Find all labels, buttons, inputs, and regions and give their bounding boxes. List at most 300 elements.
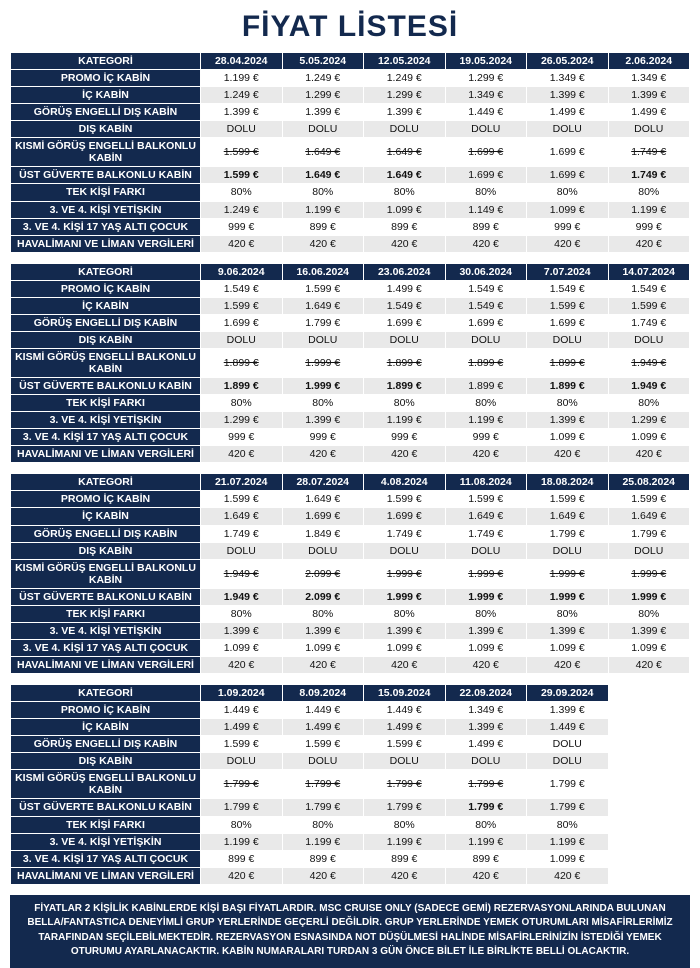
price-cell: 80% xyxy=(445,816,527,833)
empty-cell xyxy=(608,685,690,702)
price-cell: 1.299 € xyxy=(364,87,446,104)
table-row xyxy=(11,770,690,799)
row-label: HAVALİMANI VE LİMAN VERGİLERİ xyxy=(11,657,201,674)
date-column-header: 18.08.2024 xyxy=(527,474,609,491)
price-cell: DOLU xyxy=(445,542,527,559)
price-cell: 1.199 € xyxy=(201,833,283,850)
price-cell: 420 € xyxy=(445,235,527,252)
price-cell: 1.799 € xyxy=(201,799,283,816)
price-cell: 1.249 € xyxy=(364,70,446,87)
table-row xyxy=(11,736,690,753)
price-cell: 1.999 € xyxy=(608,588,690,605)
page-title: FİYAT LİSTESİ xyxy=(241,10,459,43)
date-column-header: 5.05.2024 xyxy=(282,53,364,70)
empty-cell xyxy=(608,867,690,884)
row-label: 3. VE 4. KİŞİ YETİŞKİN xyxy=(11,833,201,850)
price-cell: 999 € xyxy=(282,429,364,446)
price-cell: 999 € xyxy=(201,429,283,446)
price-cell: 1.999 € xyxy=(282,378,364,395)
price-cell: 420 € xyxy=(282,657,364,674)
price-cell: 1.999 € xyxy=(282,348,364,377)
price-cell: 1.199 € xyxy=(527,833,609,850)
row-label: GÖRÜŞ ENGELLİ DIŞ KABİN xyxy=(11,104,201,121)
row-label: İÇ KABİN xyxy=(11,508,201,525)
price-cell: 1.799 € xyxy=(527,799,609,816)
price-cell: 2.099 € xyxy=(282,588,364,605)
category-header: KATEGORİ xyxy=(11,263,201,280)
price-cell: 1.899 € xyxy=(445,348,527,377)
date-column-header: 28.07.2024 xyxy=(282,474,364,491)
table-row xyxy=(11,235,690,252)
row-label: ÜST GÜVERTE BALKONLU KABİN xyxy=(11,588,201,605)
row-label: İÇ KABİN xyxy=(11,297,201,314)
date-column-header: 7.07.2024 xyxy=(527,263,609,280)
price-cell: DOLU xyxy=(282,331,364,348)
price-cell: 1.499 € xyxy=(282,719,364,736)
table-row xyxy=(11,605,690,622)
empty-cell xyxy=(608,799,690,816)
price-cell: 1.699 € xyxy=(445,138,527,167)
price-cell: DOLU xyxy=(282,121,364,138)
price-cell: 1.949 € xyxy=(201,559,283,588)
price-cell: 80% xyxy=(282,816,364,833)
table-row xyxy=(11,331,690,348)
price-cell: 899 € xyxy=(282,218,364,235)
price-cell: 420 € xyxy=(201,235,283,252)
price-cell: DOLU xyxy=(527,121,609,138)
price-cell: 1.899 € xyxy=(527,378,609,395)
price-cell: 420 € xyxy=(527,446,609,463)
table-row xyxy=(11,639,690,656)
price-cell: 1.099 € xyxy=(608,429,690,446)
row-label: KISMİ GÖRÜŞ ENGELLİ BALKONLU KABİN xyxy=(11,138,201,167)
date-column-header: 9.06.2024 xyxy=(201,263,283,280)
price-cell: 420 € xyxy=(282,867,364,884)
price-cell: 1.349 € xyxy=(527,70,609,87)
price-cell: 80% xyxy=(201,395,283,412)
price-cell: 1.549 € xyxy=(445,280,527,297)
price-cell: 1.599 € xyxy=(201,138,283,167)
date-column-header: 26.05.2024 xyxy=(527,53,609,70)
row-label: 3. VE 4. KİŞİ YETİŞKİN xyxy=(11,201,201,218)
row-label: PROMO İÇ KABİN xyxy=(11,702,201,719)
price-cell: 1.899 € xyxy=(364,348,446,377)
price-cell: 420 € xyxy=(445,446,527,463)
date-column-header: 23.06.2024 xyxy=(364,263,446,280)
date-column-header: 25.08.2024 xyxy=(608,474,690,491)
price-cell: 1.799 € xyxy=(282,314,364,331)
price-cell: 1.099 € xyxy=(527,429,609,446)
price-cell: 1.099 € xyxy=(527,850,609,867)
row-label: 3. VE 4. KİŞİ YETİŞKİN xyxy=(11,622,201,639)
price-cell: 1.899 € xyxy=(201,378,283,395)
price-cell: DOLU xyxy=(527,753,609,770)
empty-cell xyxy=(608,702,690,719)
row-label: TEK KİŞİ FARKI xyxy=(11,395,201,412)
price-cell: 1.499 € xyxy=(445,736,527,753)
price-cell: 1.599 € xyxy=(527,491,609,508)
price-cell: DOLU xyxy=(608,121,690,138)
price-cell: 1.399 € xyxy=(527,412,609,429)
price-cell: 1.649 € xyxy=(527,508,609,525)
price-cell: 420 € xyxy=(608,235,690,252)
price-cell: 1.599 € xyxy=(364,491,446,508)
price-cell: 1.699 € xyxy=(445,167,527,184)
price-cell: 420 € xyxy=(364,657,446,674)
price-cell: 1.749 € xyxy=(608,138,690,167)
price-cell: DOLU xyxy=(282,542,364,559)
empty-cell xyxy=(608,719,690,736)
price-cell: 1.199 € xyxy=(364,833,446,850)
category-header: KATEGORİ xyxy=(11,474,201,491)
row-label: DIŞ KABİN xyxy=(11,121,201,138)
price-cell: 1.999 € xyxy=(364,559,446,588)
price-cell: 1.549 € xyxy=(608,280,690,297)
row-label: KISMİ GÖRÜŞ ENGELLİ BALKONLU KABİN xyxy=(11,348,201,377)
row-label: İÇ KABİN xyxy=(11,87,201,104)
row-label: TEK KİŞİ FARKI xyxy=(11,816,201,833)
price-cell: 1.449 € xyxy=(282,702,364,719)
price-cell: 80% xyxy=(201,816,283,833)
price-cell: 1.299 € xyxy=(608,412,690,429)
row-label: İÇ KABİN xyxy=(11,719,201,736)
price-cell: 80% xyxy=(527,605,609,622)
date-column-header: 14.07.2024 xyxy=(608,263,690,280)
price-cell: 899 € xyxy=(364,218,446,235)
price-cell: DOLU xyxy=(364,331,446,348)
price-cell: 1.599 € xyxy=(201,297,283,314)
price-cell: 1.399 € xyxy=(201,622,283,639)
table-row xyxy=(11,753,690,770)
table-row xyxy=(11,412,690,429)
price-cell: DOLU xyxy=(201,542,283,559)
price-cell: 1.299 € xyxy=(282,87,364,104)
price-cell: DOLU xyxy=(201,331,283,348)
row-label: GÖRÜŞ ENGELLİ DIŞ KABİN xyxy=(11,525,201,542)
empty-cell xyxy=(608,833,690,850)
price-cell: 1.499 € xyxy=(527,104,609,121)
row-label: HAVALİMANI VE LİMAN VERGİLERİ xyxy=(11,235,201,252)
price-cell: 1.299 € xyxy=(201,412,283,429)
price-cell: 1.749 € xyxy=(201,525,283,542)
price-cell: 80% xyxy=(445,605,527,622)
table-row xyxy=(11,121,690,138)
price-cell: 1.599 € xyxy=(201,167,283,184)
price-cell: 1.199 € xyxy=(364,412,446,429)
price-cell: 1.949 € xyxy=(608,348,690,377)
price-cell: DOLU xyxy=(364,121,446,138)
price-cell: 1.999 € xyxy=(527,559,609,588)
price-cell: 1.649 € xyxy=(282,491,364,508)
price-cell: 420 € xyxy=(364,446,446,463)
price-cell: 1.599 € xyxy=(201,736,283,753)
price-cell: 1.599 € xyxy=(608,297,690,314)
price-cell: 80% xyxy=(445,395,527,412)
price-cell: 1.649 € xyxy=(201,508,283,525)
price-cell: DOLU xyxy=(608,542,690,559)
table-row xyxy=(11,297,690,314)
table-row xyxy=(11,314,690,331)
row-label: KISMİ GÖRÜŞ ENGELLİ BALKONLU KABİN xyxy=(11,559,201,588)
price-cell: 999 € xyxy=(527,218,609,235)
price-cell: 420 € xyxy=(527,657,609,674)
price-cell: 420 € xyxy=(445,657,527,674)
category-header: KATEGORİ xyxy=(11,53,201,70)
price-cell: 420 € xyxy=(445,867,527,884)
price-cell: 1.799 € xyxy=(608,525,690,542)
price-cell: 1.399 € xyxy=(527,87,609,104)
price-cell: 1.999 € xyxy=(527,588,609,605)
table-row xyxy=(11,348,690,377)
price-table xyxy=(10,52,690,253)
price-cell: 1.099 € xyxy=(364,639,446,656)
price-cell: 80% xyxy=(364,184,446,201)
price-cell: 1.349 € xyxy=(445,87,527,104)
price-cell: 1.799 € xyxy=(445,799,527,816)
price-cell: 1.099 € xyxy=(201,639,283,656)
price-cell: 1.999 € xyxy=(445,588,527,605)
price-cell: 420 € xyxy=(201,867,283,884)
price-cell: DOLU xyxy=(201,121,283,138)
price-cell: 1.199 € xyxy=(445,833,527,850)
empty-cell xyxy=(608,770,690,799)
price-cell: 1.549 € xyxy=(201,280,283,297)
row-label: ÜST GÜVERTE BALKONLU KABİN xyxy=(11,799,201,816)
price-cell: 80% xyxy=(527,184,609,201)
price-cell: 1.199 € xyxy=(445,412,527,429)
price-cell: 1.499 € xyxy=(201,719,283,736)
table-row xyxy=(11,559,690,588)
price-cell: DOLU xyxy=(527,542,609,559)
price-cell: 1.899 € xyxy=(527,348,609,377)
price-cell: 1.799 € xyxy=(201,770,283,799)
price-cell: 1.449 € xyxy=(527,719,609,736)
table-row xyxy=(11,491,690,508)
date-column-header: 16.06.2024 xyxy=(282,263,364,280)
price-cell: 999 € xyxy=(445,429,527,446)
price-cell: 1.099 € xyxy=(282,639,364,656)
row-label: 3. VE 4. KİŞİ 17 YAŞ ALTI ÇOCUK xyxy=(11,850,201,867)
price-cell: 1.399 € xyxy=(445,719,527,736)
date-column-header: 15.09.2024 xyxy=(364,685,446,702)
category-header: KATEGORİ xyxy=(11,685,201,702)
price-cell: DOLU xyxy=(608,331,690,348)
price-cell: 1.699 € xyxy=(527,314,609,331)
table-row xyxy=(11,508,690,525)
row-label: GÖRÜŞ ENGELLİ DIŞ KABİN xyxy=(11,736,201,753)
empty-cell xyxy=(608,816,690,833)
price-cell: 420 € xyxy=(282,235,364,252)
date-column-header: 21.07.2024 xyxy=(201,474,283,491)
table-row xyxy=(11,167,690,184)
price-cell: 80% xyxy=(527,816,609,833)
table-row xyxy=(11,104,690,121)
price-cell: 1.199 € xyxy=(282,833,364,850)
price-cell: DOLU xyxy=(527,736,609,753)
table-row xyxy=(11,850,690,867)
price-cell: 899 € xyxy=(282,850,364,867)
date-column-header: 22.09.2024 xyxy=(445,685,527,702)
table-header-row xyxy=(11,53,690,70)
price-cell: 1.649 € xyxy=(282,297,364,314)
table-header-row xyxy=(11,263,690,280)
price-cell: 1.649 € xyxy=(282,167,364,184)
price-cell: 420 € xyxy=(527,235,609,252)
price-cell: 80% xyxy=(364,395,446,412)
price-cell: 80% xyxy=(201,184,283,201)
row-label: DIŞ KABİN xyxy=(11,753,201,770)
price-cell: 1.399 € xyxy=(282,412,364,429)
price-cell: 1.899 € xyxy=(201,348,283,377)
price-cell: DOLU xyxy=(282,753,364,770)
price-cell: 1.599 € xyxy=(364,736,446,753)
table-row xyxy=(11,429,690,446)
empty-cell xyxy=(608,850,690,867)
price-cell: 1.599 € xyxy=(445,491,527,508)
price-cell: 80% xyxy=(282,395,364,412)
row-label: ÜST GÜVERTE BALKONLU KABİN xyxy=(11,378,201,395)
price-cell: 80% xyxy=(282,184,364,201)
price-cell: DOLU xyxy=(364,753,446,770)
price-cell: 1.799 € xyxy=(445,770,527,799)
price-cell: 1.799 € xyxy=(364,799,446,816)
price-cell: 80% xyxy=(608,184,690,201)
price-cell: 1.549 € xyxy=(445,297,527,314)
price-cell: 999 € xyxy=(608,218,690,235)
price-cell: 1.549 € xyxy=(364,297,446,314)
row-label: HAVALİMANI VE LİMAN VERGİLERİ xyxy=(11,446,201,463)
price-cell: 1.399 € xyxy=(282,104,364,121)
price-cell: 899 € xyxy=(445,850,527,867)
row-label: GÖRÜŞ ENGELLİ DIŞ KABİN xyxy=(11,314,201,331)
price-cell: 420 € xyxy=(527,867,609,884)
price-cell: 1.799 € xyxy=(364,770,446,799)
price-cell: 1.649 € xyxy=(364,138,446,167)
table-row xyxy=(11,542,690,559)
price-cell: 1.799 € xyxy=(282,799,364,816)
price-cell: 1.949 € xyxy=(608,378,690,395)
price-cell: 80% xyxy=(282,605,364,622)
price-cell: 1.399 € xyxy=(201,104,283,121)
price-cell: 1.249 € xyxy=(282,70,364,87)
table-row xyxy=(11,525,690,542)
price-cell: 1.549 € xyxy=(527,280,609,297)
price-cell: 1.999 € xyxy=(364,588,446,605)
price-table xyxy=(10,684,690,885)
price-cell: 1.499 € xyxy=(608,104,690,121)
price-cell: 1.249 € xyxy=(201,201,283,218)
date-column-header: 4.08.2024 xyxy=(364,474,446,491)
price-cell: 420 € xyxy=(364,235,446,252)
empty-cell xyxy=(608,736,690,753)
date-column-header: 11.08.2024 xyxy=(445,474,527,491)
price-cell: 420 € xyxy=(201,446,283,463)
row-label: ÜST GÜVERTE BALKONLU KABİN xyxy=(11,167,201,184)
footer-disclaimer: FİYATLAR 2 KİŞİLİK KABİNLERDE KİŞİ BAŞI FİYATLARDIR. MSC CRUISE ONLY (SADECE GEMİ) REZERVASYONLARINDA BULUNAN BELLA/FANTASTICA DENEYİMLİ GRUP YERLERİNDE GEÇERLİ DEĞİLDİR. GRUP YERLERİNDE YEMEK OTURUMLARI MİSAFİRLERİMİZ TARAFINDAN SEÇİLEBİLMEKTEDİR. REZERVASYON ESNASINDA NOT DÜŞÜLMESİ HALİNDE MİSAFİRLERİNİZİN İSTEDİĞİ YEMEK OTURUMU AYARLANACAKTIR. KABİN NUMARALARI TURDAN 3 GÜN ÖNCE BİLET İLE BİRLİKTE BELLİ OLACAKTIR. xyxy=(10,895,690,968)
price-cell: 1.199 € xyxy=(201,70,283,87)
price-cell: 1.399 € xyxy=(364,622,446,639)
table-row xyxy=(11,867,690,884)
price-cell: 1.599 € xyxy=(282,736,364,753)
price-cell: 420 € xyxy=(364,867,446,884)
price-tables-container xyxy=(10,52,690,885)
price-cell: 1.949 € xyxy=(201,588,283,605)
price-cell: DOLU xyxy=(364,542,446,559)
price-cell: 1.799 € xyxy=(527,770,609,799)
row-label: PROMO İÇ KABİN xyxy=(11,280,201,297)
price-cell: 420 € xyxy=(201,657,283,674)
table-row xyxy=(11,833,690,850)
row-label: PROMO İÇ KABİN xyxy=(11,70,201,87)
price-cell: 1.649 € xyxy=(364,167,446,184)
price-cell: 1.699 € xyxy=(364,314,446,331)
price-cell: 1.399 € xyxy=(608,87,690,104)
price-cell: 1.999 € xyxy=(608,559,690,588)
price-cell: 1.399 € xyxy=(282,622,364,639)
table-header-row xyxy=(11,685,690,702)
price-cell: 1.749 € xyxy=(364,525,446,542)
price-cell: 1.649 € xyxy=(608,508,690,525)
price-cell: 80% xyxy=(608,605,690,622)
row-label: TEK KİŞİ FARKI xyxy=(11,605,201,622)
price-cell: 80% xyxy=(201,605,283,622)
row-label: KISMİ GÖRÜŞ ENGELLİ BALKONLU KABİN xyxy=(11,770,201,799)
price-cell: 1.099 € xyxy=(445,639,527,656)
row-label: DIŞ KABİN xyxy=(11,542,201,559)
table-row xyxy=(11,138,690,167)
table-row xyxy=(11,799,690,816)
price-cell: 899 € xyxy=(445,218,527,235)
table-row xyxy=(11,201,690,218)
table-row xyxy=(11,719,690,736)
price-cell: 1.399 € xyxy=(527,702,609,719)
price-cell: 1.749 € xyxy=(608,314,690,331)
row-label: PROMO İÇ KABİN xyxy=(11,491,201,508)
price-cell: 1.349 € xyxy=(445,702,527,719)
price-cell: 80% xyxy=(527,395,609,412)
table-row xyxy=(11,87,690,104)
price-cell: 420 € xyxy=(282,446,364,463)
row-label: DIŞ KABİN xyxy=(11,331,201,348)
price-cell: DOLU xyxy=(201,753,283,770)
table-row xyxy=(11,702,690,719)
price-cell: 1.649 € xyxy=(445,508,527,525)
price-cell: 1.499 € xyxy=(364,280,446,297)
price-cell: 1.449 € xyxy=(201,702,283,719)
price-cell: 1.599 € xyxy=(608,491,690,508)
price-cell: 1.899 € xyxy=(364,378,446,395)
price-cell: 1.299 € xyxy=(445,70,527,87)
date-column-header: 12.05.2024 xyxy=(364,53,446,70)
price-cell: 1.349 € xyxy=(608,70,690,87)
price-cell: 1.099 € xyxy=(527,639,609,656)
price-cell: 80% xyxy=(608,395,690,412)
date-column-header: 1.09.2024 xyxy=(201,685,283,702)
price-cell: 1.699 € xyxy=(282,508,364,525)
price-cell: 1.199 € xyxy=(282,201,364,218)
price-cell: 1.449 € xyxy=(364,702,446,719)
price-cell: 1.099 € xyxy=(608,639,690,656)
row-label: 3. VE 4. KİŞİ 17 YAŞ ALTI ÇOCUK xyxy=(11,639,201,656)
date-column-header: 2.06.2024 xyxy=(608,53,690,70)
table-row xyxy=(11,70,690,87)
row-label: 3. VE 4. KİŞİ YETİŞKİN xyxy=(11,412,201,429)
table-row xyxy=(11,395,690,412)
date-column-header: 30.06.2024 xyxy=(445,263,527,280)
table-row xyxy=(11,588,690,605)
price-cell: 1.399 € xyxy=(364,104,446,121)
price-cell: DOLU xyxy=(527,331,609,348)
